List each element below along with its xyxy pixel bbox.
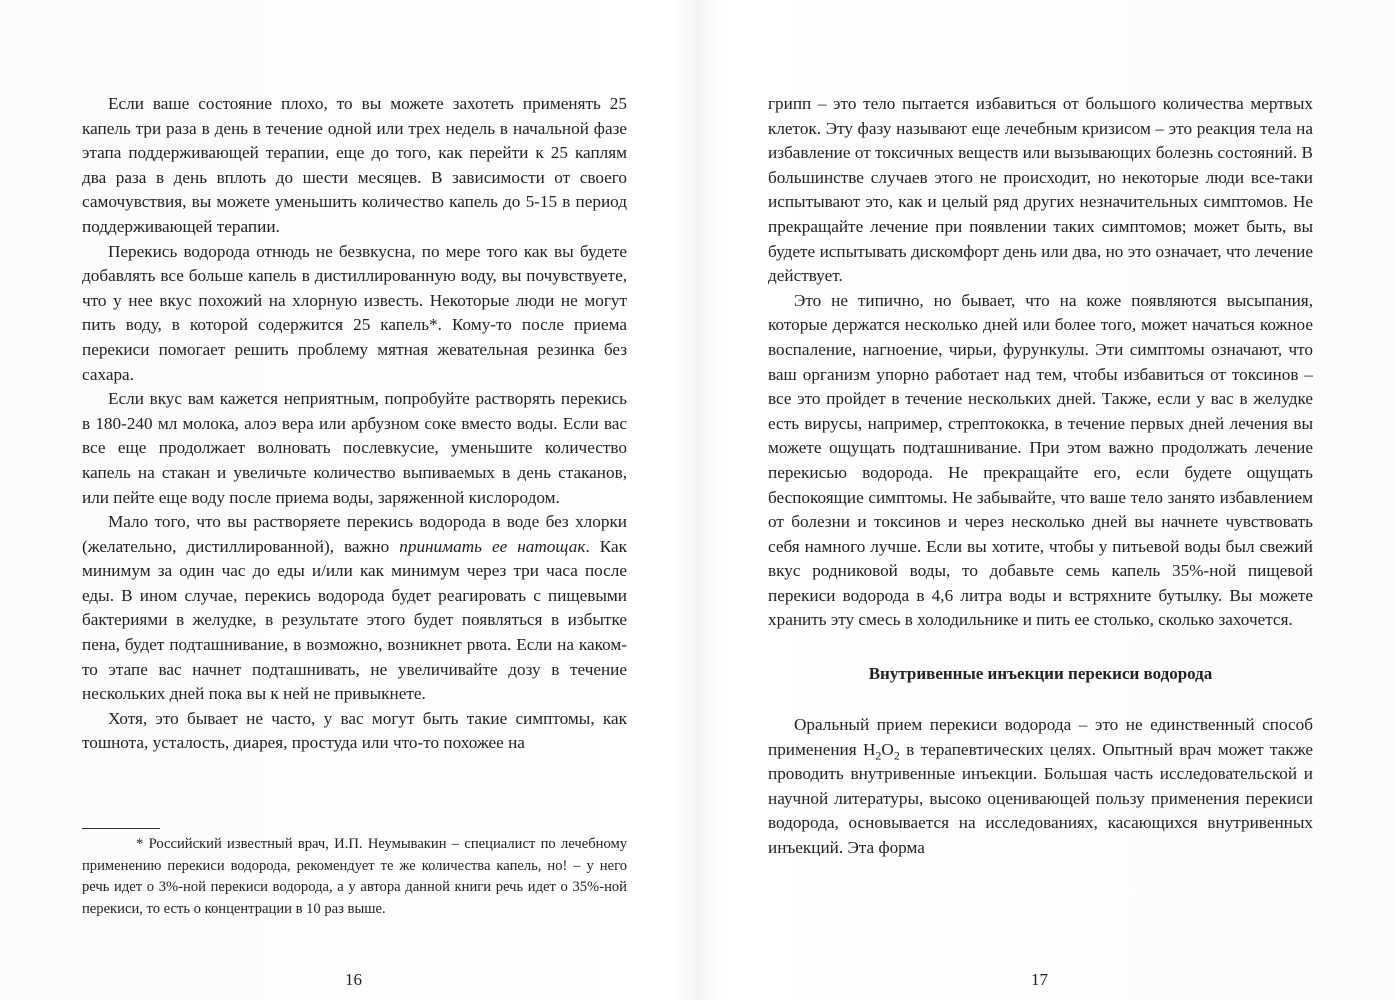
section-heading: Внутривенные инъекции перекиси водорода (868, 664, 1213, 684)
left-paragraph-4-start: Мало того, что вы растворяете перекись водорода в воде без хлорки (желательно, дистиллированной), важно (82, 512, 627, 556)
footnote-divider (82, 828, 160, 829)
left-paragraph-4-emphasis: принимать ее натощак (399, 536, 586, 556)
left-paragraph-3: Если вкус вам кажется неприятным, попробуйте растворять перекись в 180-240 мл молока, алоэ вера или арбузном соке вместо воды. Если вас все еще продолжает волновать послевкусие, уменьшите количество капель на стакан и увеличьте количество выпиваемых в день стаканов, или пейте еще воду после приема воды, заряженной кислородом. (82, 389, 627, 507)
left-paragraph-4 (82, 510, 627, 707)
right-paragraph-2: Это не типично, но бывает, что на коже появляются высыпания, которые держатся несколько дней или более того, может начаться кожное воспаление, нагноение, чирьи, фурункулы. Эти симптомы означают, что ваш организм упорно работает над тем, чтобы избавиться от токсинов – все это пройдет в течение нескольких дней. Также, если у вас в желудке есть вирусы, например, стрептококка, в течение первых дней лечения вы можете ощущать подташнивание. При этом важно продолжать лечение перекисью водорода. Не прекращайте его, если будете ощущать беспокоящие симптомы. Не забывайте, что ваше тело занято избавлением от болезни и токсинов и через несколько дней вы начнете чувствовать себя намного лучше. Если вы хотите, чтобы у питьевой воды был свежий вкус родниковой воды, то добавьте семь капель 35%-ной пищевой перекиси водорода в 4,6 литра воды и встряхните бутылку. Вы можете хранить эту смесь в холодильнике и пить ее столько, сколько захочется. (768, 290, 1313, 630)
left-paragraph-1: Если ваше состояние плохо, то вы можете захотеть применять 25 капель три раза в день в течение одной или трех недель в начальной фазе этапа поддерживающей терапии, еще до того, как перейти к 25 каплям два раза в день вплоть до шести месяцев. В зависимости от своего самочувствия, вы можете уменьшить количество капель до 5-15 в период поддерживающей терапии. (82, 94, 627, 236)
page-number-right: 17 (1031, 970, 1048, 989)
page-number-left: 16 (345, 970, 362, 989)
right-paragraph-3 (768, 713, 1313, 861)
right-page (768, 92, 1313, 861)
formula-subscript-1: 2 (875, 748, 882, 763)
right-paragraph-3-end: в терапевтических целях. Опытный врач может также проводить внутривенные инъекции. Большая часть исследовательской и научной литературы, высоко оценивающей пользу применения перекиси водорода, основывается на исследованиях, касающихся внутривенных инъекций. Эта форма (768, 739, 1313, 858)
right-paragraph-1: грипп – это тело пытается избавиться от большого количества мертвых клеток. Эту фазу называют еще лечебным кризисом – это реакция тела на избавление от токсичных веществ или вызывающих болезнь состояний. В большинстве случаев этого не происходит, но некоторые люди все-таки испытывают это, как и целый ряд других незначительных симптомов. Не прекращайте лечение при появлении таких симптомов; может быть, вы будете испытывать дискомфорт день или два, но это означает, что лечение действует. (768, 94, 1313, 286)
footnote: * Российский известный врач, И.П. Неумывакин – специалист по лечебному применению перекиси водорода, рекомендует те же количества капель, но! – у него речь идет о 3%-ной перекиси водорода, а у автора данной книги речь идет о 35%-ной перекиси, то есть о концентрации в 10 раз выше. (82, 836, 627, 917)
left-paragraph-5: Хотя, это бывает не часто, у вас могут быть такие симптомы, как тошнота, усталость, диарея, простуда или что-то похожее на (82, 708, 627, 753)
left-paragraph-4-end: . Как минимум за один час до еды и/или как минимум через три часа после еды. В ином случае, перекись водорода будет реагировать с пищевыми бактериями в желудке, в результате этого будет появляться в избытке пена, будет подташнивание, в возможно, возникнет рвота. Если на каком-то этапе вас начнет подташнивать, не увеличивайте дозу в течение нескольких дней пока вы к ней не привыкнете. (82, 536, 628, 704)
formula-subscript-2: 2 (893, 748, 900, 763)
right-paragraph-3-start: Оральный прием перекиси водорода – это не единственный способ применения H (768, 715, 1313, 759)
left-paragraph-2: Перекись водорода отнюдь не безвкусна, по мере того как вы будете добавлять все больше капель в дистиллированную воду, вы почувствуете, что у нее вкус похожий на хлорную известь. Некоторые люди не могут пить воду, в которой содержится 25 капель*. Кому-то после приема перекиси помогает решить проблему мятная жевательная резинка без сахара. (82, 241, 627, 384)
formula-oxygen: O (881, 739, 894, 759)
left-page (82, 92, 627, 756)
